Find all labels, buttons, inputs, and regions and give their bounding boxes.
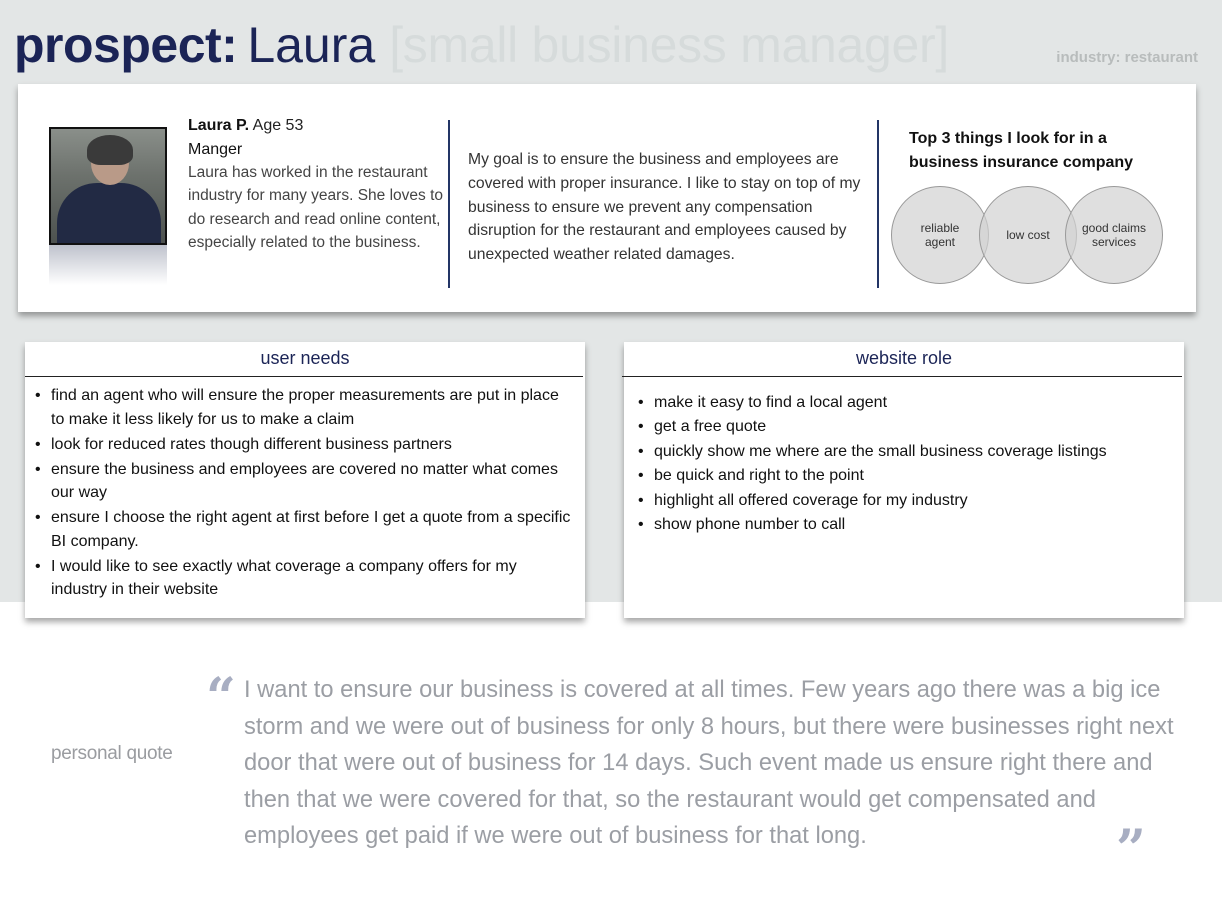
list-item: • highlight all offered coverage for my industry — [628, 489, 1178, 513]
user-needs-title: user needs — [260, 348, 350, 368]
venn-circle-low-cost — [979, 186, 1077, 284]
persona-header — [14, 16, 949, 80]
profile-job: Manger — [188, 140, 243, 158]
persona-name: Laura — [247, 17, 376, 73]
industry-label: industry: restaurant — [1056, 49, 1198, 66]
venn-circle-good-claims — [1065, 186, 1163, 284]
persona-photo — [49, 127, 167, 245]
photo-hair-shape — [87, 135, 133, 165]
quote-close-icon: ” — [1116, 819, 1146, 880]
list-item: • look for reduced rates though different business partners — [25, 433, 575, 457]
panel-rule — [622, 376, 1182, 377]
user-needs-panel — [25, 342, 585, 618]
venn-label: reliable agent — [920, 221, 960, 249]
list-item: • get a free quote — [628, 415, 1178, 439]
venn-label: good claims services — [1081, 221, 1147, 249]
persona-role: [small business manager] — [389, 17, 949, 73]
list-item: • I would like to see exactly what coverage a company offers for my industry in their website — [25, 555, 575, 602]
divider — [877, 120, 879, 288]
profile-age: Age 53 — [252, 117, 304, 134]
website-role-panel — [624, 342, 1184, 618]
profile-card — [18, 84, 1196, 312]
user-needs-list — [25, 384, 575, 603]
quote-open-icon: “ — [206, 667, 236, 728]
list-item: • quickly show me where are the small business coverage listings — [628, 440, 1178, 464]
top3-title: Top 3 things I look for in a business insurance company — [909, 130, 1134, 171]
website-role-title: website role — [855, 348, 953, 368]
photo-body-shape — [57, 183, 161, 245]
title-prefix: prospect: — [14, 17, 238, 73]
quote-label: personal quote — [51, 743, 173, 764]
panel-rule — [25, 376, 583, 377]
list-item: • ensure the business and employees are covered no matter what comes our way — [25, 458, 575, 505]
personal-quote: I want to ensure our business is covered at all times. Few years ago there was a big ice storm and we were out of business for only 8 hours, but there were businesses right next door that were out of business for 14 days. Such event made us ensure right there and then that we were covered for that, so the restaurant would get compensated and employees get paid if we were out of business for that long. — [244, 677, 1174, 849]
photo-reflection — [49, 245, 167, 285]
list-item: • ensure I choose the right agent at first before I get a quote from a specific BI company. — [25, 506, 575, 553]
persona-goal: My goal is to ensure the business and employees are covered with proper insurance. I like to stay on top of my business to ensure we prevent any compensation disruption for the restaurant and employees caused by unexpected weather related damages. — [468, 151, 861, 264]
venn-circle-reliable-agent — [891, 186, 989, 284]
list-item: • find an agent who will ensure the proper measurements are put in place to make it less likely for us to make a claim — [25, 384, 575, 431]
divider — [448, 120, 450, 288]
list-item: • make it easy to find a local agent — [628, 391, 1178, 415]
persona-bio — [188, 114, 448, 254]
profile-name: Laura P. — [188, 117, 250, 134]
list-item: • show phone number to call — [628, 513, 1178, 537]
venn-label: low cost — [1006, 228, 1050, 242]
website-role-list — [628, 391, 1178, 537]
profile-description: Laura has worked in the restaurant industry for many years. She loves to do research and read online content, especially related to the business. — [188, 164, 444, 251]
list-item: • be quick and right to the point — [628, 464, 1178, 488]
